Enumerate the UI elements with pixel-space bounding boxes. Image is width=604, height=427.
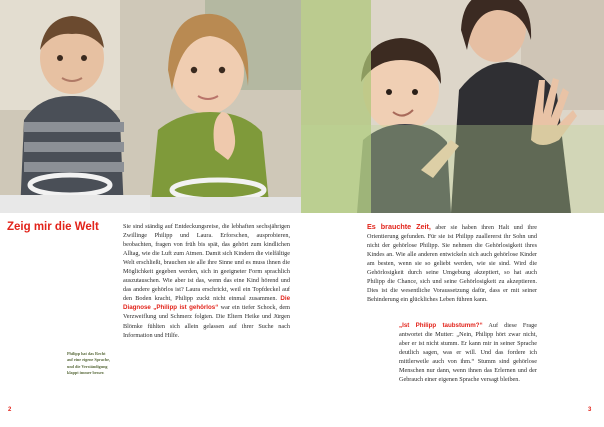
page-number-left: 2	[8, 407, 12, 413]
caption-line: und die Verständigung	[67, 363, 108, 369]
page-number-right: 3	[588, 407, 592, 413]
right-paragraph-2: Auf diese Frage antwortet die Mutter: „Nein, Philipp hört zwar nicht, aber er ist nicht stumm. Er kann mir in seiner Sprache deutlich sagen, was er will. Und das fordere ich mittlerweile auch von ihm.“ Stumm sind gehörlose Menschen nur dann, wenn ihnen das Erlernen und der Gebrauch einer eigenen Sprache versagt bleiben.	[399, 322, 537, 384]
caption-line: auf eine eigene Sprache,	[67, 357, 111, 363]
right-paragraph-1: aber sie haben ihren Halt und ihre Orientierung gefunden. Für sie ist Philipp zuallererst ihr Sohn und nicht der gehörlose Philipp. Sie nehmen die Gehörlosigkeit ihres Kindes an. Wie alle anderen entwickeln sich auch gehörlose Kinder am besten, wenn sie so geliebt werden, wie sie sind. Wird die Gehörlosigkeit durch seine Umgebung akzeptiert, so hat auch Philipp die Chance, sich und seine Gehörlosigkeit zu akzeptieren. Dies ist die wesentliche Voraussetzung dafür, dass er mit seiner Behinderung ein glückliches Leben führen kann.	[367, 224, 538, 304]
right-page-body-1	[367, 222, 537, 304]
photo-twins	[0, 0, 301, 213]
photo-green-wash-lower	[301, 125, 604, 213]
photo-twins-illustration	[0, 0, 301, 213]
left-page-heading: Zeig mir die Welt	[7, 221, 99, 233]
left-page-body	[123, 222, 290, 340]
left-highlight-diagnosis: Die Diagnose „Philipp ist gehörlos“	[123, 295, 291, 312]
left-paragraph-1: Sie sind ständig auf Entdeckungsreise, die lebhaften sechsjährigen Zwillinge Philipp und Laura. Erforschen, ausprobieren, beobachten, fragen von früh bis spät, das gehört zum kindlichen Alltag, wie die Luft zum Atmen. Damit sich Kindern die vielfältige Welt erschließt, brauchen sie alle ihre Sinne und es muss ihnen die Möglichkeit gegeben werden, sich in geeigneter Form sprachlich auszutauschen. Wie aber ist das, wenn das eine Kind hörend und das andere gehörlos ist? Laura erschrickt, weil ein Topfdeckel auf den Boden kracht, Philipp zuckt nicht einmal zusammen.	[123, 223, 290, 303]
caption-line: klappt immer besser.	[67, 370, 105, 376]
right-highlight-question: „Ist Philipp taubstumm?“	[399, 322, 483, 329]
right-highlight-time: Es brauchte Zeit,	[367, 222, 431, 231]
photo-mother-signing	[301, 0, 604, 213]
right-page-body-2	[399, 321, 537, 384]
photo-caption	[67, 351, 137, 377]
left-paragraph-2: war ein tiefer Schock, dem Verzweiflung und Schmerz folgten. Die Eltern Heike und Jürgen Blömke fühlten sich allein gelassen auf ihrer Suche nach Information und Hilfe.	[123, 304, 290, 339]
caption-line: Philipp hat das Recht	[67, 351, 106, 356]
